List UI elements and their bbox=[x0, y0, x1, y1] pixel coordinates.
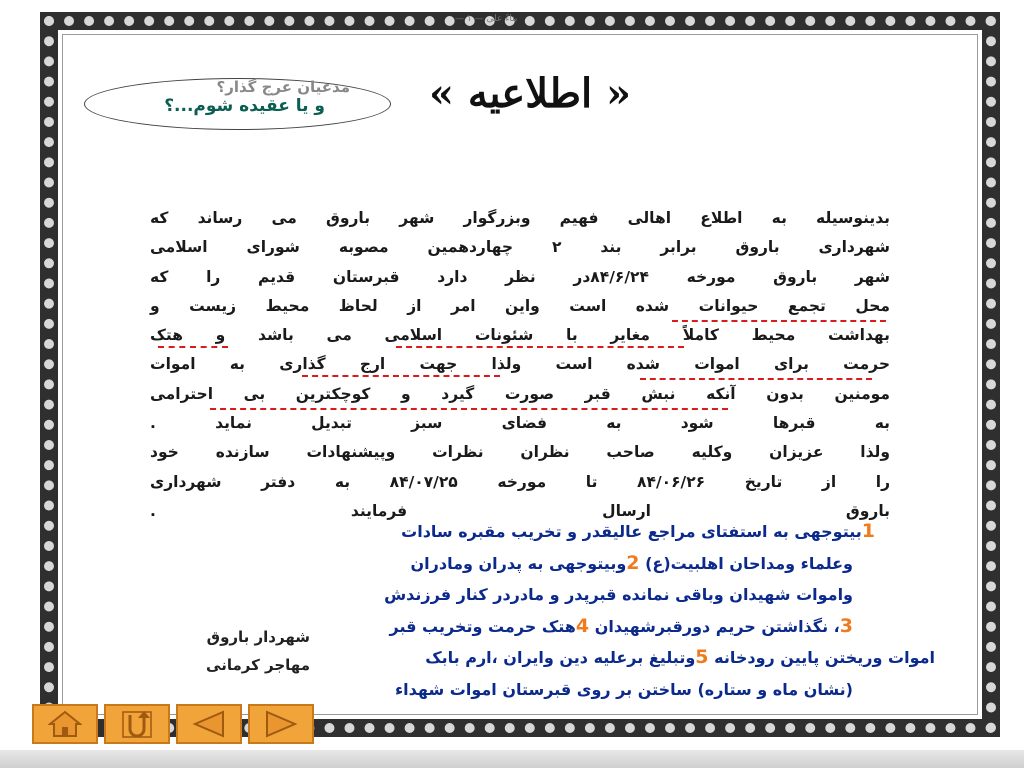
notice-line-11: باروق ارسال فرمایند . bbox=[150, 501, 890, 520]
comment-number: 3 bbox=[839, 614, 853, 637]
scan-header-note: بناءً على — ١ — bbox=[455, 14, 518, 24]
notice-line-2: شهرداری باروق برابر بند ۲ چهاردهمین مصوبه شورای اسلامی bbox=[150, 238, 890, 257]
notice-line-1: بدینوسیله به اطلاع اهالی فهیم وبزرگوار شهر باروق می رساند که bbox=[150, 209, 890, 227]
bottom-status-strip bbox=[0, 750, 1024, 768]
comment-text: وتبلیغ برعلیه دین وایران ،ارم بابک bbox=[425, 648, 696, 667]
comment-number: 5 bbox=[695, 646, 709, 668]
comment-line-1 bbox=[330, 516, 875, 548]
comment-text: ، نگذاشتن حریم دورقبرشهیدان bbox=[594, 616, 840, 636]
home-icon bbox=[48, 710, 82, 738]
red-underline bbox=[302, 375, 500, 377]
comment-text: وبیتوجهی به پدران ومادران bbox=[410, 553, 627, 573]
comment-text: اموات وریختن پایین رودخانه bbox=[714, 648, 935, 667]
red-underline bbox=[396, 346, 684, 348]
comment-text: بیتوجهی به استفتای مراجع عالیقدر و تخریب مقبره سادات bbox=[401, 522, 862, 541]
notice-line-4: محل تجمع حیوانات شده است واین امر از لحاظ محیط زیست و bbox=[150, 296, 890, 315]
comment-line-5 bbox=[330, 642, 935, 674]
slide-navigation bbox=[32, 704, 314, 746]
notice-line-8: به قبرها شود به فضای سبز تبدیل نماید . bbox=[150, 414, 890, 433]
previous-slide-button[interactable] bbox=[176, 704, 242, 744]
return-button[interactable] bbox=[104, 704, 170, 744]
notice-line-6: حرمت برای اموات شده است ولذا جهت ارج گذاری به اموات bbox=[150, 355, 890, 374]
next-slide-button[interactable] bbox=[248, 704, 314, 744]
comment-text: هتک حرمت وتخریب قبر bbox=[389, 616, 576, 636]
home-button[interactable] bbox=[32, 704, 98, 744]
objection-comments bbox=[330, 516, 935, 705]
red-underline bbox=[672, 320, 886, 322]
callout-line-2: و یا عقیده شوم...؟ bbox=[164, 96, 325, 116]
comment-line-3 bbox=[330, 579, 875, 611]
red-underline bbox=[640, 378, 872, 380]
notice-line-3: شهر باروق مورخه ۸۴/۶/۲۴در نظر دارد قبرستان قدیم را که bbox=[150, 267, 890, 286]
comment-line-2 bbox=[330, 548, 875, 580]
comment-text: واموات شهیدان وباقی نمانده قبرپدر و مادردر کنار فرزندش bbox=[384, 585, 853, 604]
red-underline bbox=[210, 408, 728, 410]
comment-text: (نشان ماه و ستاره) ساختن بر روی قبرستان اموات شهداء bbox=[394, 679, 853, 699]
callout-line-1: مدعیان عرج گذار؟ bbox=[216, 78, 350, 96]
comment-number: 4 bbox=[575, 614, 590, 637]
notice-line-9: ولذا عزیزان وکلیه صاحب نظران نظرات وپیشنهادات سازنده خود bbox=[150, 443, 890, 462]
signature-name: مهاجر کرمانی bbox=[206, 656, 310, 674]
comment-line-6 bbox=[330, 674, 875, 706]
comment-text: وعلماء ومداحان اهلبیت(ع) bbox=[645, 553, 853, 573]
notice-body bbox=[150, 204, 890, 526]
comment-line-4 bbox=[330, 611, 875, 643]
arrow-left-icon bbox=[191, 710, 227, 738]
red-underline bbox=[158, 346, 228, 348]
comment-number: 2 bbox=[626, 551, 640, 574]
notice-line-10: را از تاریخ ۸۴/۰۶/۲۶ تا مورخه ۸۴/۰۷/۲۵ به دفتر شهرداری bbox=[150, 472, 891, 491]
arrow-right-icon bbox=[263, 710, 299, 738]
notice-line-5: بهداشت محیط کاملاً مغایر با شئونات اسلامی می باشد و هتک bbox=[150, 326, 890, 345]
return-icon bbox=[120, 709, 154, 739]
signature-role: شهردار باروق bbox=[206, 628, 310, 646]
notice-line-7: مومنین بدون آنکه نبش قبر صورت گیرد و کوچکترین بی احترامی bbox=[150, 384, 890, 403]
comment-number: 1 bbox=[861, 520, 875, 542]
notice-title: « اطلاعیه » bbox=[428, 70, 632, 117]
